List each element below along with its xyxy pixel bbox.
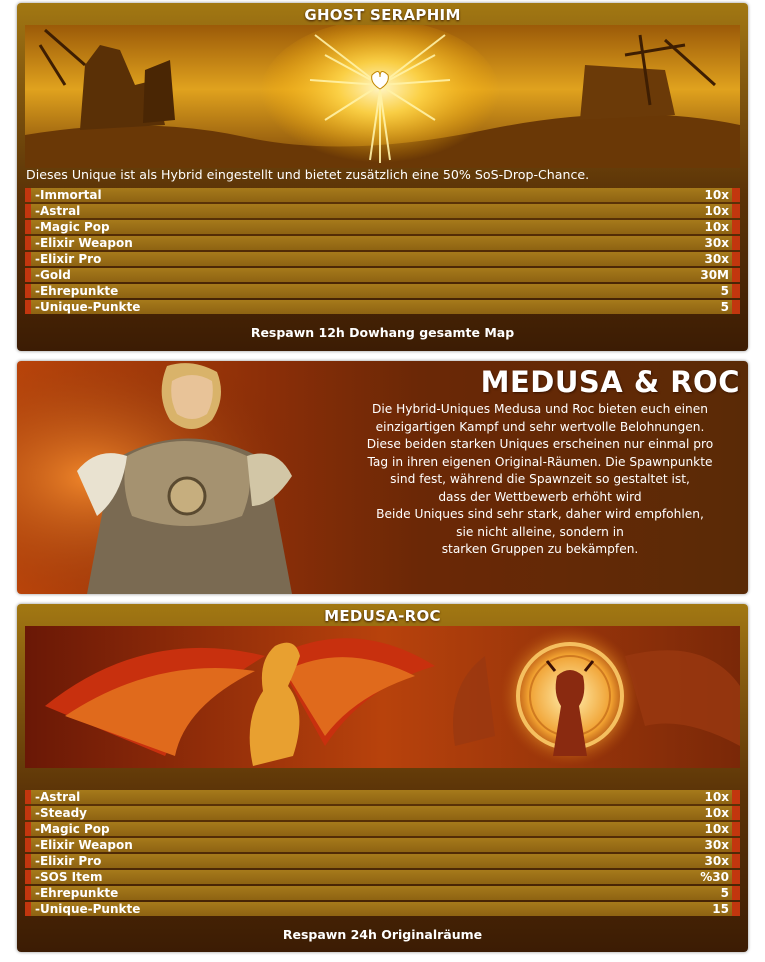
medusa-roc-panel [17, 604, 748, 952]
description-line: Diese beiden starken Uniques erscheinen nur einmal pro [366, 437, 714, 451]
reward-value: 30x [704, 854, 729, 868]
reward-value: 10x [704, 220, 729, 234]
reward-row [25, 886, 740, 900]
reward-label: -Elixir Pro [35, 252, 102, 266]
reward-value: 10x [704, 790, 729, 804]
reward-row [25, 806, 740, 820]
ghost-seraphim-description: Dieses Unique ist als Hybrid eingestellt und bietet zusätzlich eine 50% SoS-Drop-Chance. [26, 167, 590, 182]
description-line: starken Gruppen zu bekämpfen. [441, 542, 639, 556]
medusa-roc-banner-image [25, 626, 740, 768]
reward-value: 5 [720, 284, 729, 298]
medusa-roc-respawn-info: Respawn 24h Originalräume [282, 927, 483, 942]
reward-row [25, 870, 740, 884]
reward-value: 5 [720, 886, 729, 900]
medusa-roc-intro-banner [17, 361, 748, 594]
reward-label: -Elixir Weapon [35, 236, 133, 250]
reward-row [25, 854, 740, 868]
ghost-seraphim-reward-list [25, 188, 740, 316]
reward-row [25, 268, 740, 282]
reward-value: %30 [700, 870, 729, 884]
reward-label: -Gold [35, 268, 71, 282]
reward-label: -Astral [35, 790, 81, 804]
reward-label: -Elixir Pro [35, 854, 102, 868]
reward-row [25, 838, 740, 852]
reward-row [25, 252, 740, 266]
reward-value: 30x [704, 838, 729, 852]
reward-label: -SOS Item [35, 870, 103, 884]
reward-value: 10x [704, 806, 729, 820]
reward-value: 15 [712, 902, 729, 916]
reward-row [25, 902, 740, 916]
medusa-roc-heading: MEDUSA & ROC [480, 365, 740, 399]
reward-label: -Immortal [35, 188, 102, 202]
reward-value: 10x [704, 822, 729, 836]
reward-label: -Magic Pop [35, 220, 110, 234]
reward-row [25, 188, 740, 202]
ghost-seraphim-respawn-info: Respawn 12h Dowhang gesamte Map [250, 325, 515, 340]
reward-label: -Steady [35, 806, 88, 820]
description-line: dass der Wettbewerb erhöht wird [438, 489, 642, 504]
medusa-roc-reward-list [25, 790, 740, 918]
reward-row [25, 300, 740, 314]
reward-label: -Elixir Weapon [35, 838, 133, 852]
reward-row [25, 220, 740, 234]
reward-value: 30x [704, 236, 729, 250]
description-line: sind fest, während die Spawnzeit so gestaltet ist, [390, 472, 690, 486]
reward-row [25, 236, 740, 250]
reward-row [25, 204, 740, 218]
description-line: Beide Uniques sind sehr stark, daher wird empfohlen, [376, 507, 704, 521]
reward-label: -Magic Pop [35, 822, 110, 836]
panel-title: MEDUSA-ROC [324, 607, 441, 625]
reward-value: 10x [704, 204, 729, 218]
reward-label: -Ehrepunkte [35, 284, 119, 298]
reward-label: -Ehrepunkte [35, 886, 119, 900]
medusa-roc-description [340, 401, 740, 559]
reward-value: 5 [720, 300, 729, 314]
description-line: Die Hybrid-Uniques Medusa und Roc bieten euch einen [371, 402, 709, 416]
panel-title: GHOST SERAPHIM [304, 6, 461, 24]
reward-label: -Astral [35, 204, 81, 218]
reward-row [25, 284, 740, 298]
reward-label: -Unique-Punkte [35, 902, 141, 916]
reward-value: 10x [704, 188, 729, 202]
reward-row [25, 790, 740, 804]
reward-value: 30M [700, 268, 729, 282]
reward-row [25, 822, 740, 836]
reward-value: 30x [704, 252, 729, 266]
description-line: einzigartigen Kampf und sehr wertvolle Belohnungen. [375, 419, 705, 434]
description-line: Tag in ihren eigenen Original-Räumen. Die Spawnpunkte [367, 454, 713, 469]
reward-label: -Unique-Punkte [35, 300, 141, 314]
description-line: sie nicht alleine, sondern in [456, 524, 624, 539]
ghost-seraphim-banner-image [25, 25, 740, 168]
ghost-seraphim-panel [17, 3, 748, 351]
